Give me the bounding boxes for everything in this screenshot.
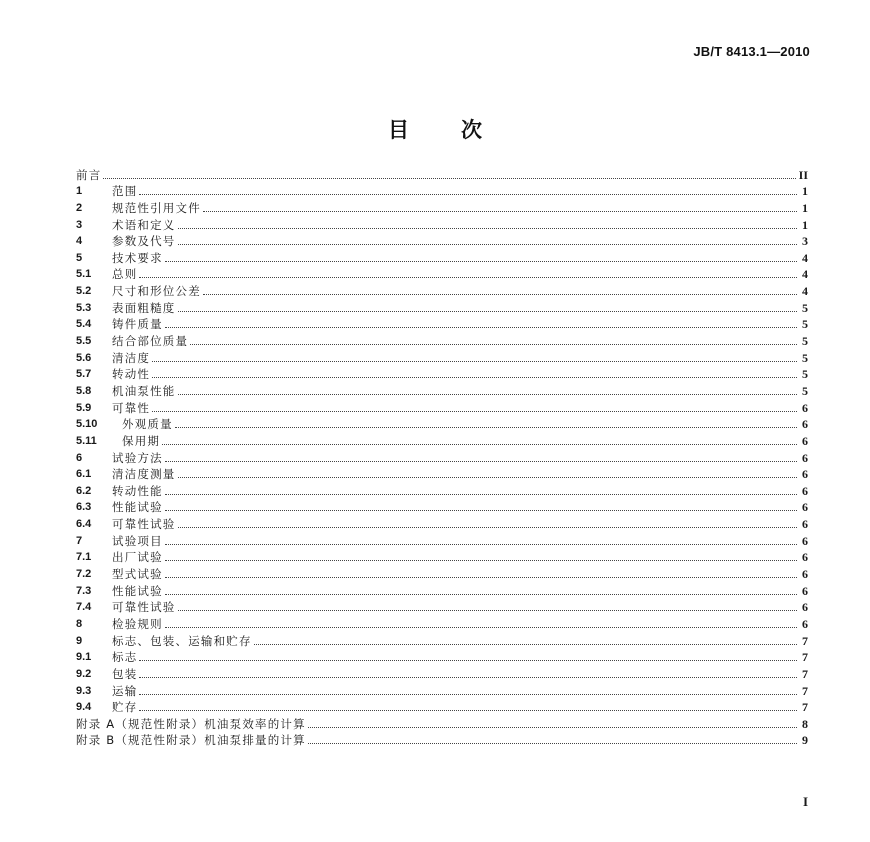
toc-section-title: 外观质量 <box>122 417 173 432</box>
toc-dot-leader <box>190 344 797 345</box>
toc-entry <box>76 382 808 399</box>
toc-section-title: 试验项目 <box>112 533 163 548</box>
toc-entry <box>76 699 808 716</box>
toc-page-number: 5 <box>802 317 808 332</box>
toc-section-number: 5.9 <box>76 401 92 414</box>
toc-section-title: 参数及代号 <box>112 234 176 249</box>
toc-page-number: 3 <box>802 234 808 249</box>
toc-dot-leader <box>139 194 797 195</box>
toc-section-number: 5.8 <box>76 384 92 397</box>
toc-entry <box>76 432 808 449</box>
toc-page-number: 5 <box>802 367 808 382</box>
toc-dot-leader <box>165 461 797 462</box>
toc-dot-leader <box>254 644 797 645</box>
toc-page-number: 7 <box>802 650 808 665</box>
toc-section-title: 清洁度 <box>112 350 151 365</box>
toc-page-number: 6 <box>802 533 808 548</box>
toc-section-title: 附录 B（规范性附录）机油泵排量的计算 <box>76 733 306 748</box>
toc-page-number: 6 <box>802 500 808 515</box>
toc-entry <box>76 599 808 616</box>
toc-section-number: 6.3 <box>76 501 92 514</box>
toc-section-number: 8 <box>76 617 83 630</box>
toc-dot-leader <box>178 228 798 229</box>
toc-page-number: 6 <box>802 400 808 415</box>
toc-section-number: 5.4 <box>76 318 92 331</box>
toc-section-number: 7 <box>76 534 83 547</box>
toc-entry <box>76 715 808 732</box>
toc-page-number: 5 <box>802 334 808 349</box>
toc-section-title: 范围 <box>112 184 138 199</box>
toc-entry <box>76 565 808 582</box>
toc-section-title: 试验方法 <box>112 450 163 465</box>
toc-section-title: 清洁度测量 <box>112 467 176 482</box>
toc-section-title: 保用期 <box>122 433 161 448</box>
toc-page-number: 4 <box>802 284 808 299</box>
toc-section-title: 性能试验 <box>112 583 163 598</box>
toc-section-title: 总则 <box>112 267 138 282</box>
toc-section-number: 6.1 <box>76 468 92 481</box>
toc-dot-leader <box>165 577 797 578</box>
toc-entry <box>76 399 808 416</box>
toc-entry <box>76 249 808 266</box>
toc-dot-leader <box>165 510 797 511</box>
toc-dot-leader <box>165 560 797 561</box>
toc-entry <box>76 665 808 682</box>
toc-dot-leader <box>178 394 798 395</box>
toc-section-number: 5 <box>76 251 83 264</box>
toc-section-number: 9.1 <box>76 651 92 664</box>
toc-section-number: 7.2 <box>76 568 92 581</box>
toc-entry <box>76 515 808 532</box>
page-number: I <box>802 794 808 809</box>
toc-dot-leader <box>165 627 797 628</box>
toc-dot-leader <box>308 743 797 744</box>
toc-entry <box>76 532 808 549</box>
toc-page-number: 5 <box>802 383 808 398</box>
toc-section-number: 3 <box>76 218 83 231</box>
toc-entry <box>76 649 808 666</box>
toc-section-title: 可靠性 <box>112 400 151 415</box>
toc-page-number: 4 <box>802 250 808 265</box>
toc-entry <box>76 582 808 599</box>
toc-entry <box>76 199 808 216</box>
toc-page-number: 7 <box>802 683 808 698</box>
toc-dot-leader <box>139 277 797 278</box>
toc-section-title: 前言 <box>76 167 102 182</box>
toc-page-number: 6 <box>802 483 808 498</box>
toc-entry <box>76 615 808 632</box>
toc-dot-leader <box>203 211 797 212</box>
toc-page-number: 7 <box>802 700 808 715</box>
standard-code: JB/T 8413.1—2010 <box>693 44 810 59</box>
toc-page-number: 6 <box>802 450 808 465</box>
toc-dot-leader <box>165 494 797 495</box>
toc-entry <box>76 233 808 250</box>
toc-entry <box>76 632 808 649</box>
toc-entry <box>76 216 808 233</box>
toc-section-number: 9.4 <box>76 701 92 714</box>
toc-section-number: 7.1 <box>76 551 92 564</box>
toc-dot-leader <box>165 327 797 328</box>
toc-section-title: 性能试验 <box>112 500 163 515</box>
toc-section-title: 铸件质量 <box>112 317 163 332</box>
toc-entry <box>76 499 808 516</box>
toc-page-number: 5 <box>802 300 808 315</box>
toc-section-number: 2 <box>76 201 83 214</box>
toc-entry <box>76 332 808 349</box>
toc-dot-leader <box>152 361 797 362</box>
toc-section-title: 可靠性试验 <box>112 600 176 615</box>
toc-page-number: 7 <box>802 666 808 681</box>
toc-section-number: 5.1 <box>76 268 92 281</box>
toc-dot-leader <box>178 527 798 528</box>
toc-section-number: 1 <box>76 185 83 198</box>
toc-entry <box>76 183 808 200</box>
toc-page-number: 5 <box>802 350 808 365</box>
toc-page-number: 9 <box>802 733 808 748</box>
toc-section-number: 5.7 <box>76 368 92 381</box>
toc-page-number: 6 <box>802 417 808 432</box>
toc-entry <box>76 682 808 699</box>
toc-section-title: 转动性 <box>112 367 151 382</box>
toc-page-number: 6 <box>802 433 808 448</box>
toc-section-title: 机油泵性能 <box>112 383 176 398</box>
toc-dot-leader <box>139 710 797 711</box>
page-title: 目次 <box>388 118 534 142</box>
toc-dot-leader <box>139 677 797 678</box>
toc-section-number: 5.5 <box>76 335 92 348</box>
toc-entry <box>76 732 808 749</box>
toc-page-number: 6 <box>802 567 808 582</box>
toc-entry <box>76 366 808 383</box>
toc-dot-leader <box>103 178 795 179</box>
toc-page-number: 1 <box>802 184 808 199</box>
toc-page-number: 7 <box>802 633 808 648</box>
toc-section-number: 6.2 <box>76 484 92 497</box>
toc-section-number: 9.3 <box>76 684 92 697</box>
toc-section-number: 9 <box>76 634 83 647</box>
toc-page-number: 8 <box>802 716 808 731</box>
toc-section-number: 9.2 <box>76 667 92 680</box>
toc-page-number: II <box>798 167 808 182</box>
toc-dot-leader <box>203 294 797 295</box>
toc-dot-leader <box>139 660 797 661</box>
table-of-contents <box>76 166 808 748</box>
toc-dot-leader <box>178 311 798 312</box>
toc-section-title: 转动性能 <box>112 483 163 498</box>
toc-section-title: 尺寸和形位公差 <box>112 284 201 299</box>
toc-entry <box>76 349 808 366</box>
toc-section-number: 5.3 <box>76 301 92 314</box>
toc-section-number: 6.4 <box>76 518 92 531</box>
toc-section-number: 7.3 <box>76 584 92 597</box>
toc-section-number: 4 <box>76 235 83 248</box>
toc-entry <box>76 449 808 466</box>
toc-dot-leader <box>152 377 797 378</box>
toc-section-title: 可靠性试验 <box>112 517 176 532</box>
toc-dot-leader <box>165 261 797 262</box>
toc-entry <box>76 266 808 283</box>
toc-entry <box>76 282 808 299</box>
toc-page-number: 6 <box>802 467 808 482</box>
toc-dot-leader <box>175 427 797 428</box>
toc-section-title: 出厂试验 <box>112 550 163 565</box>
toc-section-number: 5.10 <box>76 418 98 431</box>
toc-section-title: 检验规则 <box>112 616 163 631</box>
toc-section-number: 5.6 <box>76 351 92 364</box>
toc-page-number: 1 <box>802 200 808 215</box>
toc-section-title: 包装 <box>112 666 138 681</box>
toc-section-number: 5.11 <box>76 434 97 447</box>
toc-section-title: 技术要求 <box>112 250 163 265</box>
toc-dot-leader <box>178 244 798 245</box>
toc-entry <box>76 549 808 566</box>
toc-dot-leader <box>165 594 797 595</box>
toc-dot-leader <box>178 477 798 478</box>
toc-section-title: 标志、包装、运输和贮存 <box>112 633 252 648</box>
toc-dot-leader <box>139 694 797 695</box>
toc-entry <box>76 299 808 316</box>
toc-dot-leader <box>178 610 798 611</box>
toc-entry <box>76 316 808 333</box>
toc-dot-leader <box>152 411 797 412</box>
toc-dot-leader <box>162 444 797 445</box>
toc-section-title: 结合部位质量 <box>112 334 189 349</box>
toc-section-title: 表面粗糙度 <box>112 300 176 315</box>
toc-entry <box>76 166 808 183</box>
toc-dot-leader <box>308 727 797 728</box>
toc-section-title: 型式试验 <box>112 567 163 582</box>
toc-entry <box>76 416 808 433</box>
toc-section-number: 6 <box>76 451 83 464</box>
toc-page-number: 6 <box>802 517 808 532</box>
toc-section-title: 运输 <box>112 683 138 698</box>
toc-entry <box>76 482 808 499</box>
toc-dot-leader <box>165 544 797 545</box>
toc-page-number: 1 <box>802 217 808 232</box>
toc-page-number: 6 <box>802 550 808 565</box>
toc-page-number: 6 <box>802 600 808 615</box>
toc-page-number: 6 <box>802 583 808 598</box>
toc-section-title: 规范性引用文件 <box>112 200 201 215</box>
toc-section-title: 术语和定义 <box>112 217 176 232</box>
toc-page-number: 6 <box>802 616 808 631</box>
toc-page-number: 4 <box>802 267 808 282</box>
toc-section-number: 5.2 <box>76 285 92 298</box>
toc-section-title: 标志 <box>112 650 138 665</box>
toc-entry <box>76 466 808 483</box>
toc-section-number: 7.4 <box>76 601 92 614</box>
toc-section-title: 附录 A（规范性附录）机油泵效率的计算 <box>76 716 306 731</box>
toc-section-title: 贮存 <box>112 700 138 715</box>
